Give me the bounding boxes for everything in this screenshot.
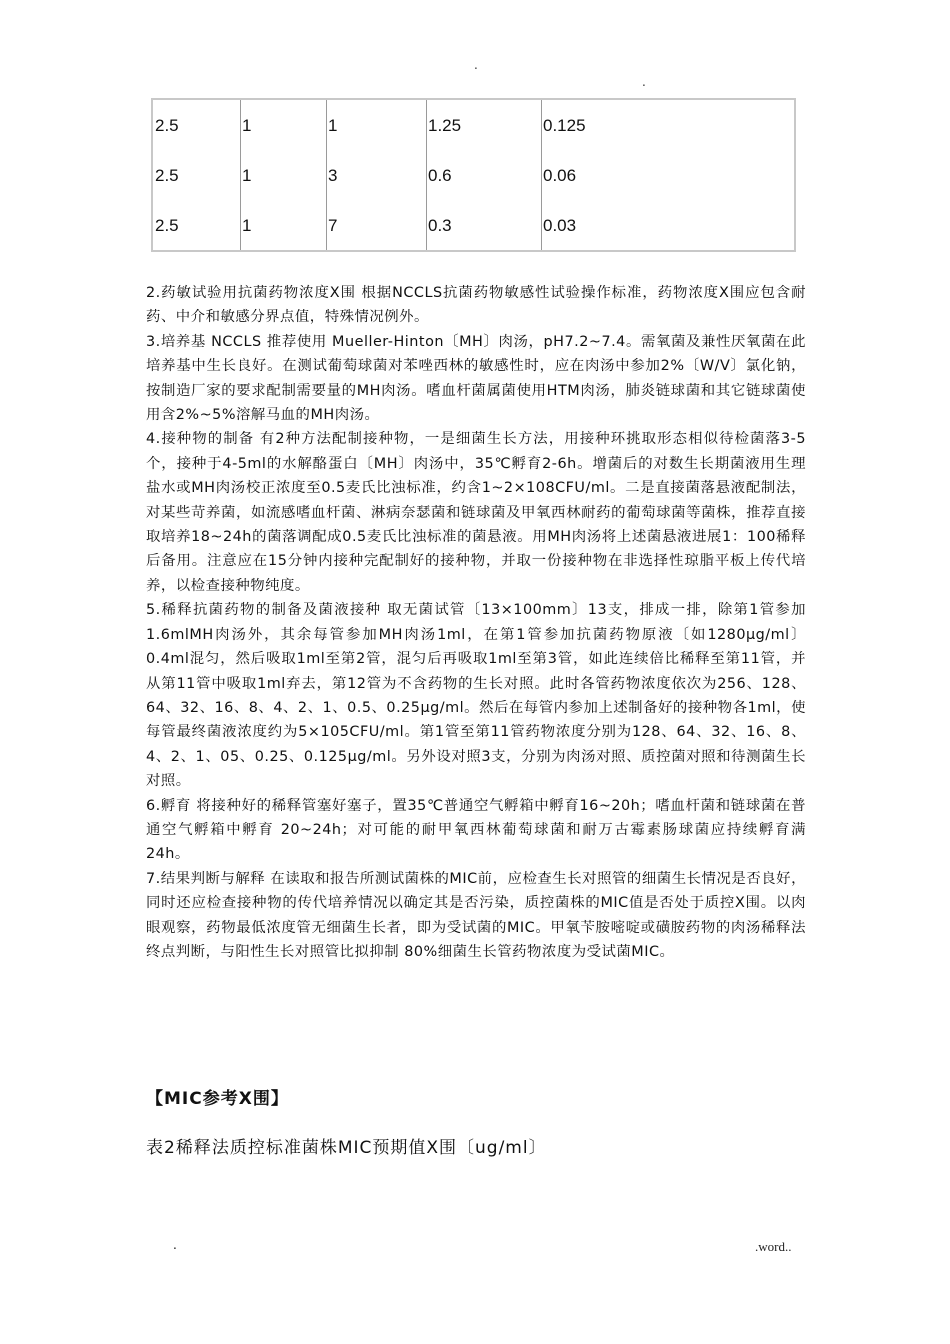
table-cell: 1: [242, 216, 252, 235]
paragraph-drug-concentration-range: 2.药敏试验用抗菌药物浓度X围 根据NCCLS抗菌药物敏感性试验操作标准，药物浓度X围应包含耐药、中介和敏感分界点值，特殊情况例外。: [146, 285, 806, 326]
body-text: [146, 281, 806, 964]
paragraph-dilution-and-inoculation: 5.稀释抗菌药物的制备及菌液接种 取无菌试管〔13×100mm〕13支，排成一排，除第1管参加1.6mlMH肉汤外，其余每管参加MH肉汤1ml，在第1管参加抗菌药物原液〔如1280μg/ml〕 0.4ml混匀，然后吸取1ml至第2管，混匀后再吸取1ml至第3管，如此连续倍比稀释至第11管，并从第11管中吸取1ml弃去，第12管为不含药物的生长对照。此时各管药物浓度依次为256、128、64、32、16、8、4、2、1、0.5、0.25μg/ml。然后在每管内参加上述制备好的接种物各1ml，使每管最终菌液浓度约为5×105CFU/ml。第1管至第11管药物浓度分别为128、64、32、16、8、4、2、1、05、0.25、0.125μg/ml。另外设对照3支，分别为肉汤对照、质控菌对照和待测菌生长对照。: [146, 602, 806, 790]
table-row: [153, 150, 794, 200]
paragraph-incubation: 6.孵育 将接种好的稀释管塞好塞子，置35℃普通空气孵箱中孵育16~20h；嗜血杆菌和链球菌在普通空气孵箱中孵育 20~24h；对可能的耐甲氧西林葡萄球菌和耐万古霉素肠球菌应持续孵育满24h。: [146, 797, 806, 863]
table-cell: 7: [328, 216, 338, 235]
table-cell: 2.5: [155, 116, 179, 135]
table-cell: 0.03: [543, 216, 577, 235]
table-cell: 0.06: [543, 166, 577, 185]
table-cell: 0.3: [428, 216, 452, 235]
paragraph-culture-medium: 3.培养基 NCCLS 推荐使用 Mueller-Hinton〔MH〕肉汤，pH7.2~7.4。需氧菌及兼性厌氧菌在此培养基中生长良好。在测试葡萄球菌对苯唑西林的敏感性时，应在肉汤中参加2%〔W/V〕氯化钠，按制造厂家的要求配制需要量的MH肉汤。嗜血杆菌属菌使用HTM肉汤，肺炎链球菌和其它链球菌使用含2%~5%溶解马血的MH肉汤。: [146, 333, 806, 424]
header-dot-mark: .: [474, 58, 478, 72]
paragraph-result-interpretation: 7.结果判断与解释 在读取和报告所测试菌株的MIC前，应检查生长对照管的细菌生长情况是否良好，同时还应检查接种物的传代培养情况以确定其是否污染，质控菌株的MIC值是否处于质控X围。以肉眼观察，药物最低浓度管无细菌生长者，即为受试菌的MIC。甲氧苄胺嘧啶或磺胺药物的肉汤稀释法终点判断，与阳性生长对照管比拟抑制 80%细菌生长管药物浓度为受试菌MIC。: [146, 870, 806, 960]
paragraph-inoculum-preparation: 4.接种物的制备 有2种方法配制接种物，一是细菌生长方法，用接种环挑取形态相似待检菌落3-5个，接种于4-5ml的水解酪蛋白〔MH〕肉汤中，35℃孵育2-6h。增菌后的对数生长期菌液用生理盐水或MH肉汤校正浓度至0.5麦氏比浊标准，约含1~2×108CFU/ml。二是直接菌落悬液配制法，对某些苛养菌，如流感嗜血杆菌、淋病奈瑟菌和链球菌及甲氧西林耐药的葡萄球菌等菌株，推荐直接取培养18~24h的菌落调配成0.5麦氏比浊标准的菌悬液。用MH肉汤将上述菌悬液进展1：100稀释后备用。注意应在15分钟内接种完配制好的接种物，并取一份接种物在非选择性琼脂平板上传代培养，以检查接种物纯度。: [146, 431, 806, 594]
table-cell: 0.125: [543, 116, 586, 135]
header-dot-mark: .: [642, 75, 646, 89]
table-cell: 2.5: [155, 166, 179, 185]
table-cell: 1: [242, 166, 252, 185]
table-cell: 0.6: [428, 166, 452, 185]
table-cell: 2.5: [155, 216, 179, 235]
footer-word-mark: .word..: [755, 1239, 792, 1254]
table-row: [153, 200, 794, 250]
table-cell: 1: [242, 116, 252, 135]
section-heading: 【MIC参考X围】: [146, 1089, 289, 1109]
table-cell: 1: [328, 116, 338, 135]
table-cell: 1.25: [428, 116, 462, 135]
footer-dot-mark: .: [173, 1238, 177, 1252]
table-caption: 表2稀释法质控标准菌株MIC预期值X围〔ug/ml〕: [146, 1138, 547, 1158]
table-cell: 3: [328, 166, 338, 185]
mic-data-table: [151, 98, 796, 252]
table-row: [153, 100, 794, 150]
